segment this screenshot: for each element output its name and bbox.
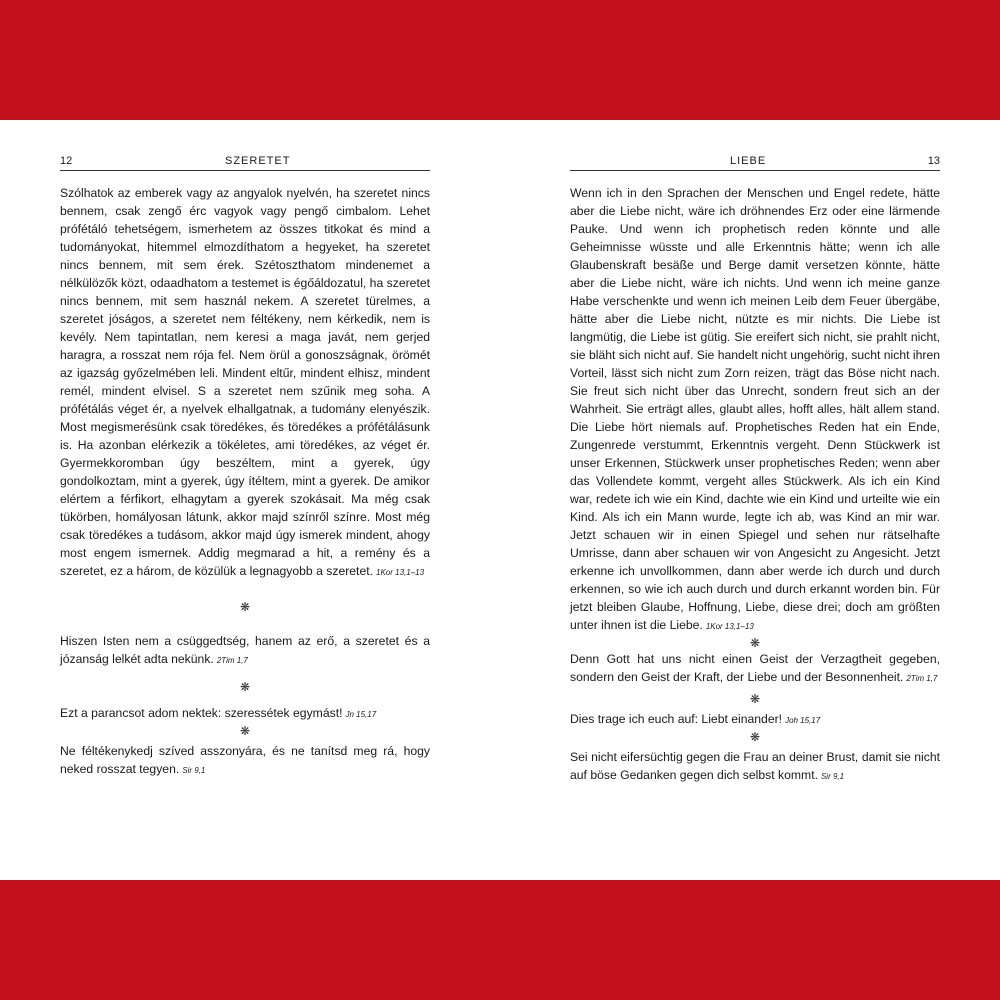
passage: Denn Gott hat uns nicht einen Geist der Verzagtheit gegeben, sondern den Geist der Kraft, der Liebe und der Besonnenheit. 2Tim 1,7 [570, 652, 940, 684]
running-title: SZERETET [225, 155, 291, 167]
passage: Dies trage ich euch auf: Liebt einander! Joh 15,17 [570, 712, 821, 726]
verse-reference: 2Tim 1,7 [216, 656, 248, 665]
verse-reference: 1Kor 13,1–13 [705, 622, 754, 631]
page-header [570, 150, 940, 171]
passage: Hiszen Isten nem a csüggedtség, hanem az erő, a szeretet és a józanság lelkét adta nekünk. 2Tim 1,7 [60, 634, 430, 666]
separator-ornament: ❋ [749, 730, 761, 744]
separator-ornament: ❋ [749, 636, 761, 650]
verse-reference: 2Tim 1,7 [906, 674, 938, 683]
separator-ornament: ❋ [749, 692, 761, 706]
bottom-red-band [0, 880, 1000, 1000]
separator-ornament: ❋ [239, 600, 251, 614]
left-page [60, 150, 430, 780]
verse-reference: Sir 9,1 [182, 766, 206, 775]
separator-ornament: ❋ [239, 680, 251, 694]
verse-reference: 1Kor 13,1–13 [376, 568, 425, 577]
passage: Wenn ich in den Sprachen der Menschen und Engel redete, hätte aber die Liebe nicht, wäre ich dröhnendes Erz oder eine lärmende Pauke. Und wenn ich prophetisch reden könnte und alle Geheimnisse wüsste und alle Erkenntnis hätte; wenn ich alle Glaubenskraft besäße und Berge damit versetzen könnte, hätte aber die Liebe nicht, wäre ich nichts. Und wenn ich meine ganze Habe verschenkte und wenn ich meinen Leib dem Feuer übergäbe, hätte aber die Liebe nicht, nützte es mir nichts. Die Liebe ist langmütig, die Liebe ist gütig. Sie ereifert sich nicht, sie prahlt nicht, sie bläht sich nicht auf. Sie handelt nicht ungehörig, sucht nicht ihren Vorteil, lässt sich nicht zum Zorn reizen, trägt das Böse nicht nach. Sie freut sich nicht über das Unrecht, sondern freut sich an der Wahrheit. Sie erträgt alles, glaubt alles, hofft alles, hält allem stand. Die Liebe hört niemals auf. Prophetisches Reden hat ein Ende, Zungenrede verstummt, Erkenntnis vergeht. Denn Stückwerk ist unser Erkennen, Stückwerk unser prophetisches Reden; wenn aber das Vollendete kommt, vergeht alles Stückwerk. Als ich ein Kind war, redete ich wie ein Kind, dachte wie ein Kind und urteilte wie ein Kind. Als ich ein Mann wurde, legte ich ab, was Kind an mir war. Jetzt schauen wir in einen Spiegel und sehen nur rätselhafte Umrisse, dann aber schauen wir von Angesicht zu Angesicht. Jetzt erkenne ich unvollkommen, dann aber werde ich durch und durch erkennen, so wie ich auch durch und durch erkannt worden bin. Für jetzt bleiben Glaube, Hoffnung, Liebe, diese drei; doch am größten unter ihnen ist die Liebe. 1Kor 13,1–13 [570, 186, 940, 632]
right-page [570, 150, 940, 786]
passage: Ezt a parancsot adom nektek: szeressétek egymást! Jn 15,17 [60, 706, 377, 720]
page-header [60, 150, 430, 171]
running-title: LIEBE [730, 155, 767, 167]
passage: Szólhatok az emberek vagy az angyalok nyelvén, ha szeretet nincs bennem, csak zengő érc vagyok vagy pengő cimbalom. Lehet prófétáló tehetségem, ismerhetem az összes titkokat és mind a tudományokat, hitemmel elmozdíthatom a hegyeket, ha szeretet nincs bennem, mit sem érek. Szétoszthatom mindenemet a nélkülözők közt, odaadhatom a testemet is égőáldozatul, ha szeretet nincs bennem, mit sem használ nekem. A szeretet türelmes, a szeretet jóságos, a szeretet nem féltékeny, nem kérkedik, nem is kevély. Nem tapintatlan, nem keresi a maga javát, nem gerjed haragra, a rosszat nem rója fel. Nem örül a gonoszságnak, örömét az igazság győzelmében leli. Mindent eltűr, mindent elhisz, mindent remél, mindent elvisel. S a szeretet nem szűnik meg soha. A prófétálás véget ér, a nyelvek elhallgatnak, a tudomány elenyészik. Most megismerésünk csak töredékes, és töredékes a prófétálásunk is. Ha azonban elérkezik a tökéletes, ami töredékes, az véget ér. Gyermekkoromban úgy beszéltem, mint a gyerek, úgy gondolkoztam, mint a gyerek, úgy ítéltem, mint a gyerek. De amikor elértem a férfikort, elhagytam a gyerek szokásait. Ma még csak tükörben, homályosan látunk, akkor majd színről színre. Most még csak töredékes a tudásom, akkor majd úgy ismerek mindent, ahogy most engem ismernek. Addig megmarad a hit, a remény és a szeretet, ez a három, de közülük a legnagyobb a szeretet. 1Kor 13,1–13 [60, 186, 430, 578]
passage: Ne féltékenykedj szíved asszonyára, és ne tanítsd meg rá, hogy neked rosszat tegyen. Sir 9,1 [60, 744, 430, 776]
verse-reference: Jn 15,17 [345, 710, 377, 719]
verse-reference: Sir 9,1 [820, 772, 845, 781]
page-number: 12 [60, 155, 73, 167]
top-red-band [0, 0, 1000, 120]
passage: Sei nicht eifersüchtig gegen die Frau an deiner Brust, damit sie nicht auf böse Gedanken gegen dich selbst kommt. Sir 9,1 [570, 750, 940, 782]
separator-ornament: ❋ [239, 724, 251, 738]
page-number: 13 [927, 155, 940, 167]
verse-reference: Joh 15,17 [785, 716, 821, 725]
